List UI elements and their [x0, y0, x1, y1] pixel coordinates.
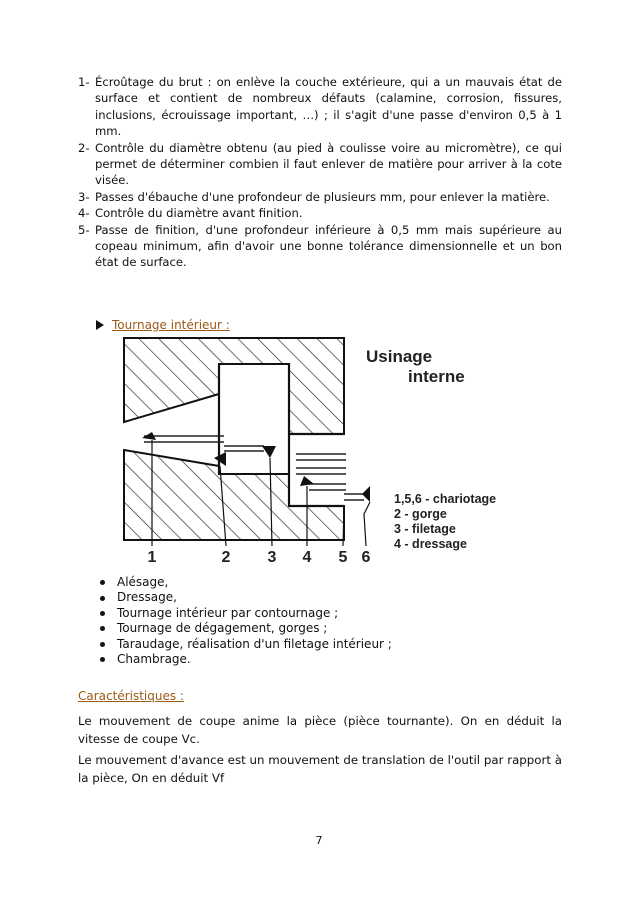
workpiece-lower-section [124, 450, 344, 540]
diagram-number-2: 2 [221, 549, 231, 566]
diagram-title-line2: interne [408, 367, 465, 386]
bullet-dot-icon [100, 596, 105, 601]
list-item: Taraudage, réalisation d'un filetage intérieur ; [96, 637, 392, 652]
diagram-number-6: 6 [361, 549, 371, 566]
diagram-number-4: 4 [302, 549, 312, 566]
tool-tip-3 [262, 446, 276, 458]
characteristics-heading[interactable]: Caractéristiques : [78, 689, 184, 703]
internal-turning-diagram [114, 334, 512, 566]
bullet-dot-icon [100, 642, 105, 647]
list-item: 1- Écroûtage du brut : on enlève la couche extérieure, qui a un mauvais état de surface et contient de nombreux défauts (calamine, corrosion, fissures, inclusions, écrouissage important, …) ; il s'agit d'une passe d'environ 0,5 à 1 mm. [78, 75, 562, 139]
bullet-dot-icon [100, 657, 105, 662]
list-item: 3- Passes d'ébauche d'une profondeur de plusieurs mm, pour enlever la matière. [78, 189, 550, 204]
legend-entry: 3 - filetage [394, 522, 456, 536]
list-item: Chambrage. [96, 652, 392, 667]
bullet-dot-icon [100, 626, 105, 631]
bullet-dot-icon [100, 580, 105, 585]
legend-entry: 1,5,6 - chariotage [394, 492, 497, 506]
list-item: 2- Contrôle du diamètre obtenu (au pied à coulisse voire au micromètre), ce qui permet de déterminer combien il faut enlever de matière pour arriver à la cote visée. [78, 140, 562, 188]
section-heading [96, 318, 230, 332]
legend-entry: 2 - gorge [394, 507, 447, 521]
cutting-motion-paragraph: Le mouvement de coupe anime la pièce (pièce tournante). On en déduit la vitesse de coupe Vc. [78, 714, 562, 746]
bullet-dot-icon [100, 611, 105, 616]
operations-bullet-list [96, 575, 392, 667]
diagram-number-3: 3 [267, 549, 277, 566]
feed-motion-paragraph: Le mouvement d'avance est un mouvement de translation de l'outil par rapport à la pièce, On en déduit Vf [78, 753, 562, 785]
list-item: Tournage de dégagement, gorges ; [96, 621, 392, 636]
machining-steps-list [78, 74, 562, 271]
list-item: 5- Passe de finition, d'une profondeur inférieure à 0,5 mm mais supérieure au copeau minimum, afin d'avoir une bonne tolérance dimensionnelle et un bon état de surface. [78, 222, 562, 270]
legend-entry: 4 - dressage [394, 537, 467, 551]
diagram-number-1: 1 [147, 549, 157, 566]
list-item: Tournage intérieur par contournage ; [96, 606, 392, 621]
section-title-link[interactable]: Tournage intérieur : [112, 318, 230, 332]
diagram-number-5: 5 [338, 549, 348, 566]
list-item: Dressage, [96, 590, 392, 605]
diagram-title-line1: Usinage [366, 347, 433, 366]
page-number: 7 [315, 834, 323, 847]
workpiece-upper-section [124, 338, 344, 434]
arrow-bullet-icon [96, 320, 104, 330]
list-item: 4- Contrôle du diamètre avant finition. [78, 206, 303, 221]
list-item: Alésage, [96, 575, 392, 590]
